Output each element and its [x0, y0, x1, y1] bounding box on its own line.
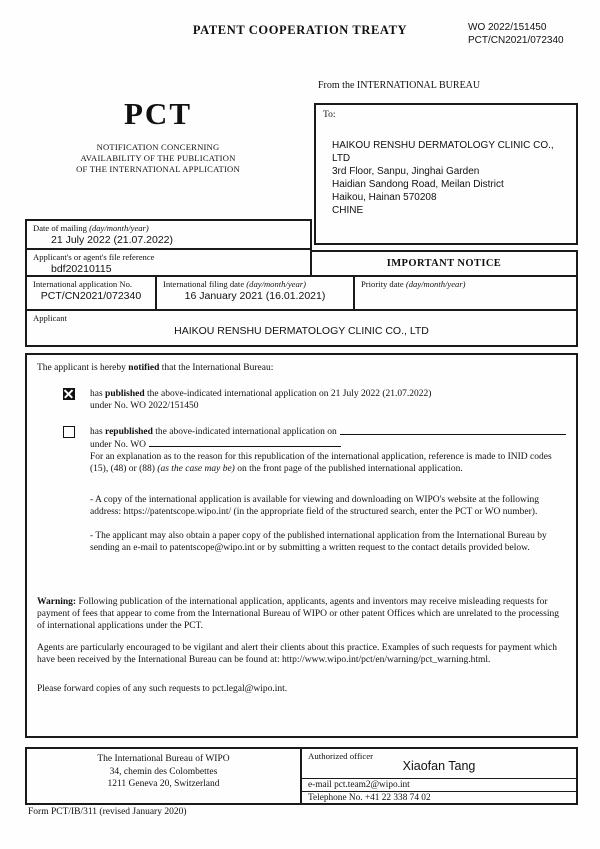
copy-availability-paragraph: - A copy of the international application is available for viewing and downloading on WIPO's website at the following address: https://patentscope.wipo.int/ (in the appropriate field of the structured search, enter the PCT or WO number). [90, 495, 539, 517]
pct-logo: PCT [124, 96, 192, 131]
republished-statement: has republished the above-indicated international application on [90, 426, 566, 438]
authorized-officer-label: Authorized officer [308, 751, 374, 761]
republished-under-no: under No. WO [90, 438, 566, 451]
warning-label: Warning: [37, 597, 77, 607]
important-notice-label: IMPORTANT NOTICE [386, 258, 502, 269]
recipient-address [332, 139, 570, 217]
to-label: To: [323, 110, 336, 120]
international-bureau-address [27, 749, 302, 803]
agents-vigilance-paragraph: Agents are particularly encouraged to be vigilant and alert their clients about this practice. Examples of such requests for payment which have been received by the International Bureau can be found at: http://www.wipo.int/pct/en/warning/pct_warning.html. [37, 643, 557, 665]
bureau-line: The International Bureau of WIPO [97, 754, 230, 764]
republication-explanation-note: For an explanation as to the reason for this republication of the international application, reference is made to INID codes (15), (48) or (88) (as the case may be) on the front page of the published international application. [90, 452, 552, 474]
paper-copy-paragraph: - The applicant may also obtain a paper copy of the published international application from the International Bureau by sending an e-mail to patentscope@wipo.int or by submitting a written request to the contact details provided below. [90, 531, 547, 553]
officer-email: e-mail pct.team2@wipo.int [302, 778, 576, 791]
international-application-no-field [27, 277, 157, 309]
notification-body-box [25, 353, 578, 738]
filing-date-value: 16 January 2021 (16.01.2021) [184, 290, 326, 302]
officer-telephone: Telephone No. +41 22 338 74 02 [302, 791, 576, 803]
from-international-bureau-line: From the INTERNATIONAL BUREAU [318, 80, 481, 91]
published-statement: has published the above-indicated international application on 21 July 2022 (21.07.2022) [90, 389, 432, 399]
republished-item [63, 426, 566, 475]
published-under-no: under No. WO 2022/151450 [90, 401, 199, 411]
application-details-row [25, 275, 578, 311]
notification-subtitle: NOTIFICATION CONCERNING AVAILABILITY OF THE PUBLICATION OF THE INTERNATIONAL APPLICATION [76, 142, 240, 174]
file-reference-value: bdf20210115 [51, 263, 112, 275]
reference-numbers [468, 22, 564, 47]
authorized-officer-name: Xiaofan Tang [402, 759, 476, 773]
recipient-line: Haikou, Hainan 570208 [332, 192, 437, 203]
published-item [63, 388, 566, 412]
international-filing-date-field [157, 277, 355, 309]
priority-date-field [355, 277, 576, 309]
document-title: PATENT COOPERATION TREATY [192, 23, 408, 37]
published-checkbox-checked [63, 388, 75, 400]
application-no-label: International application No. [33, 279, 133, 289]
date-format-note: (day/month/year) [89, 223, 149, 233]
date-format-note: (day/month/year) [246, 279, 306, 289]
blank-line [340, 426, 566, 435]
bureau-line: 1211 Geneva 20, Switzerland [107, 779, 220, 789]
filing-date-label: International filing date [163, 279, 247, 289]
applicant-value: HAIKOU RENSHU DERMATOLOGY CLINIC CO., LTD [174, 325, 429, 337]
recipient-line: CHINE [332, 205, 364, 216]
recipient-line: Haidian Sandong Road, Meilan District [332, 179, 504, 190]
blank-line [149, 438, 341, 447]
form-number: Form PCT/IB/311 (revised January 2020) [28, 807, 187, 817]
applicant-label: Applicant [33, 313, 67, 323]
application-no-value: PCT/CN2021/072340 [40, 290, 142, 302]
republished-checkbox-unchecked [63, 426, 75, 438]
intro-sentence: The applicant is hereby notified that the International Bureau: [37, 363, 274, 373]
file-reference-label: Applicant's or agent's file reference [33, 252, 155, 262]
wo-publication-number: WO 2022/151450 [468, 22, 547, 33]
recipient-line: 3rd Floor, Sanpu, Jinghai Garden [332, 166, 480, 177]
important-notice-box [310, 250, 578, 277]
forward-requests-paragraph: Please forward copies of any such requests to pct.legal@wipo.int. [37, 684, 288, 694]
recipient-address-box [314, 103, 578, 245]
applicant-field [25, 309, 578, 347]
recipient-line: HAIKOU RENSHU DERMATOLOGY CLINIC CO., [332, 140, 554, 151]
date-of-mailing-value: 21 July 2022 (21.07.2022) [51, 234, 174, 246]
priority-date-label: Priority date [361, 279, 406, 289]
warning-paragraph: Warning: Following publication of the international application, applicants, agents and inventors may receive misleading requests for payment of fees that appear to come from the International Bureau of WIPO or other patent Offices which are unrelated to the processing of international applications under the PCT. [37, 597, 559, 631]
authorized-officer-cell [302, 749, 576, 803]
recipient-line: LTD [332, 153, 351, 164]
pct-form-header [58, 96, 258, 175]
bureau-line: 34, chemin des Colombettes [109, 766, 218, 777]
date-of-mailing-field [25, 219, 312, 250]
date-of-mailing-label: Date of mailing [33, 223, 90, 233]
contact-footer-box [25, 747, 578, 805]
file-reference-field [25, 248, 312, 277]
date-format-note: (day/month/year) [405, 279, 466, 289]
pct-application-number: PCT/CN2021/072340 [468, 34, 564, 46]
